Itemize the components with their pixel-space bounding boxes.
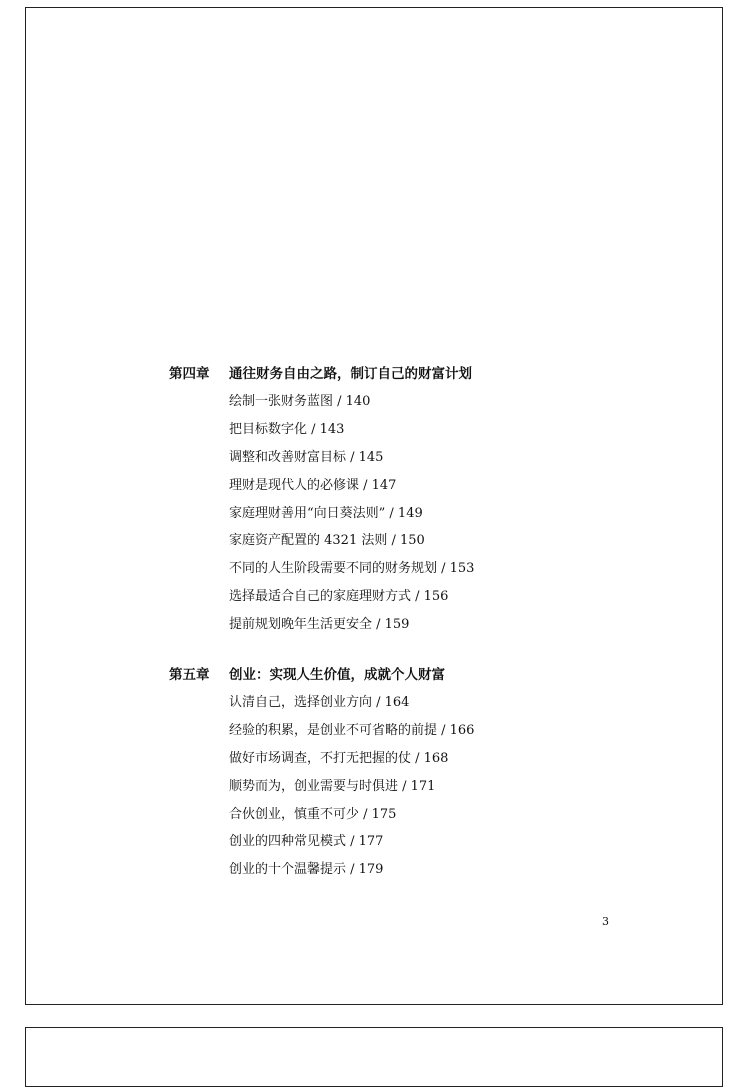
chapter-heading xyxy=(169,661,689,689)
toc-entry: 调整和改善财富目标 / 145 xyxy=(229,449,384,465)
toc-entry: 做好市场调查，不打无把握的仗 / 168 xyxy=(229,750,449,766)
toc-entry: 家庭资产配置的 4321 法则 / 150 xyxy=(229,533,425,549)
toc-entry: 顺势而为，创业需要与时俱进 / 171 xyxy=(229,778,436,794)
chapter-number: 第五章 xyxy=(169,667,210,684)
toc-entry: 认清自己，选择创业方向 / 164 xyxy=(229,695,410,711)
document-page xyxy=(25,7,723,1005)
chapter-entries xyxy=(169,689,689,884)
chapter-4 xyxy=(169,360,689,639)
toc-entry: 把目标数字化 / 143 xyxy=(229,421,345,437)
page-number: 3 xyxy=(602,915,609,928)
toc-entry: 家庭理财善用“向日葵法则” / 149 xyxy=(229,505,423,521)
chapter-title: 创业：实现人生价值，成就个人财富 xyxy=(229,667,445,684)
toc-entry: 不同的人生阶段需要不同的财务规划 / 153 xyxy=(229,561,475,577)
toc-entry: 创业的十个温馨提示 / 179 xyxy=(229,862,384,878)
table-of-contents xyxy=(169,360,689,906)
chapter-5 xyxy=(169,661,689,884)
chapter-entries xyxy=(169,388,689,639)
toc-entry: 选择最适合自己的家庭理财方式 / 156 xyxy=(229,589,449,605)
toc-entry: 理财是现代人的必修课 / 147 xyxy=(229,477,397,493)
next-page-edge xyxy=(25,1027,723,1087)
chapter-number: 第四章 xyxy=(169,366,210,382)
toc-entry: 经验的积累，是创业不可省略的前提 / 166 xyxy=(229,722,475,738)
toc-entry: 绘制一张财务蓝图 / 140 xyxy=(229,394,371,409)
toc-entry: 提前规划晚年生活更安全 / 159 xyxy=(229,617,410,633)
toc-entry: 合伙创业，慎重不可少 / 175 xyxy=(229,806,397,822)
chapter-title: 通往财务自由之路，制订自己的财富计划 xyxy=(229,366,472,382)
toc-entry: 创业的四种常见模式 / 177 xyxy=(229,834,384,850)
chapter-heading xyxy=(169,360,689,388)
